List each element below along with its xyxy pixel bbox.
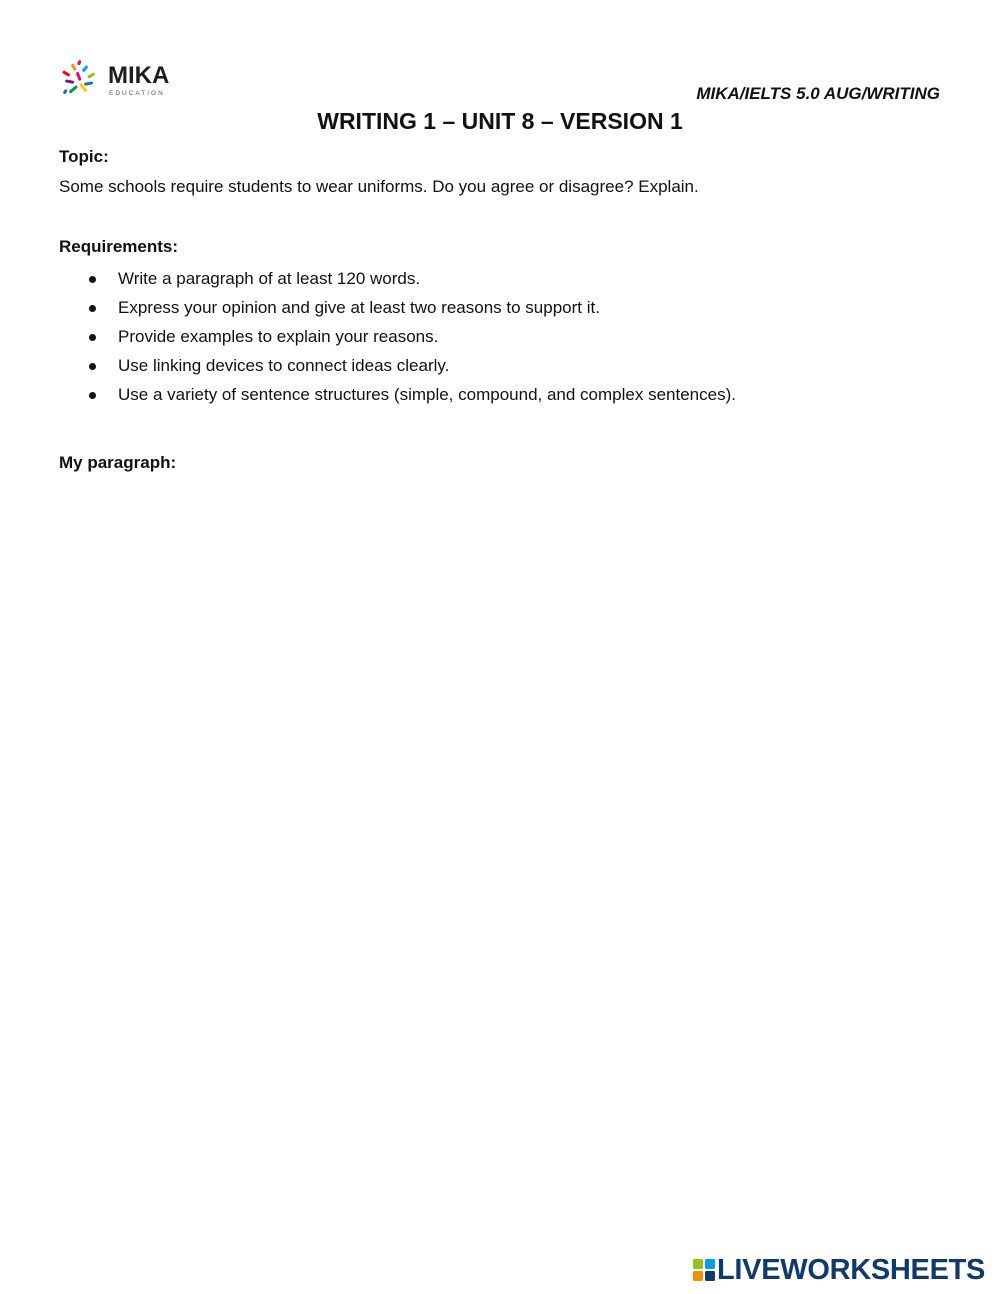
paragraph-label: My paragraph: [59,453,177,472]
logo-wordmark: MIKA [108,62,170,89]
page-title: WRITING 1 – UNIT 8 – VERSION 1 [317,108,683,134]
logo-subtitle: EDUCATION [109,90,165,97]
list-item [59,267,736,296]
topic-text: Some schools require students to wear uniforms. Do you agree or disagree? Explain. [59,177,699,196]
list-item [59,325,736,354]
course-code: MIKA/IELTS 5.0 AUG/WRITING [696,84,940,103]
list-item [59,354,736,383]
requirement-text: Provide examples to explain your reasons. [118,327,439,346]
bullet-icon [89,334,96,341]
mika-logo-icon [60,58,104,102]
liveworksheets-wordmark: LIVEWORKSHEETS [717,1254,986,1286]
requirement-text: Express your opinion and give at least two reasons to support it. [118,298,600,317]
requirements-label: Requirements: [59,237,179,256]
list-item [59,296,736,325]
bullet-icon [89,276,96,283]
bullet-icon [89,363,96,370]
bullet-icon [89,392,96,399]
requirement-text: Use linking devices to connect ideas clearly. [118,356,450,375]
requirement-text: Use a variety of sentence structures (simple, compound, and complex sentences). [118,385,736,404]
bullet-icon [89,305,96,312]
mika-logo [60,58,180,102]
liveworksheets-logo-icon [693,1259,715,1281]
requirements-list [59,267,736,412]
topic-label: Topic: [59,147,109,166]
requirement-text: Write a paragraph of at least 120 words. [118,269,421,288]
list-item [59,383,736,412]
